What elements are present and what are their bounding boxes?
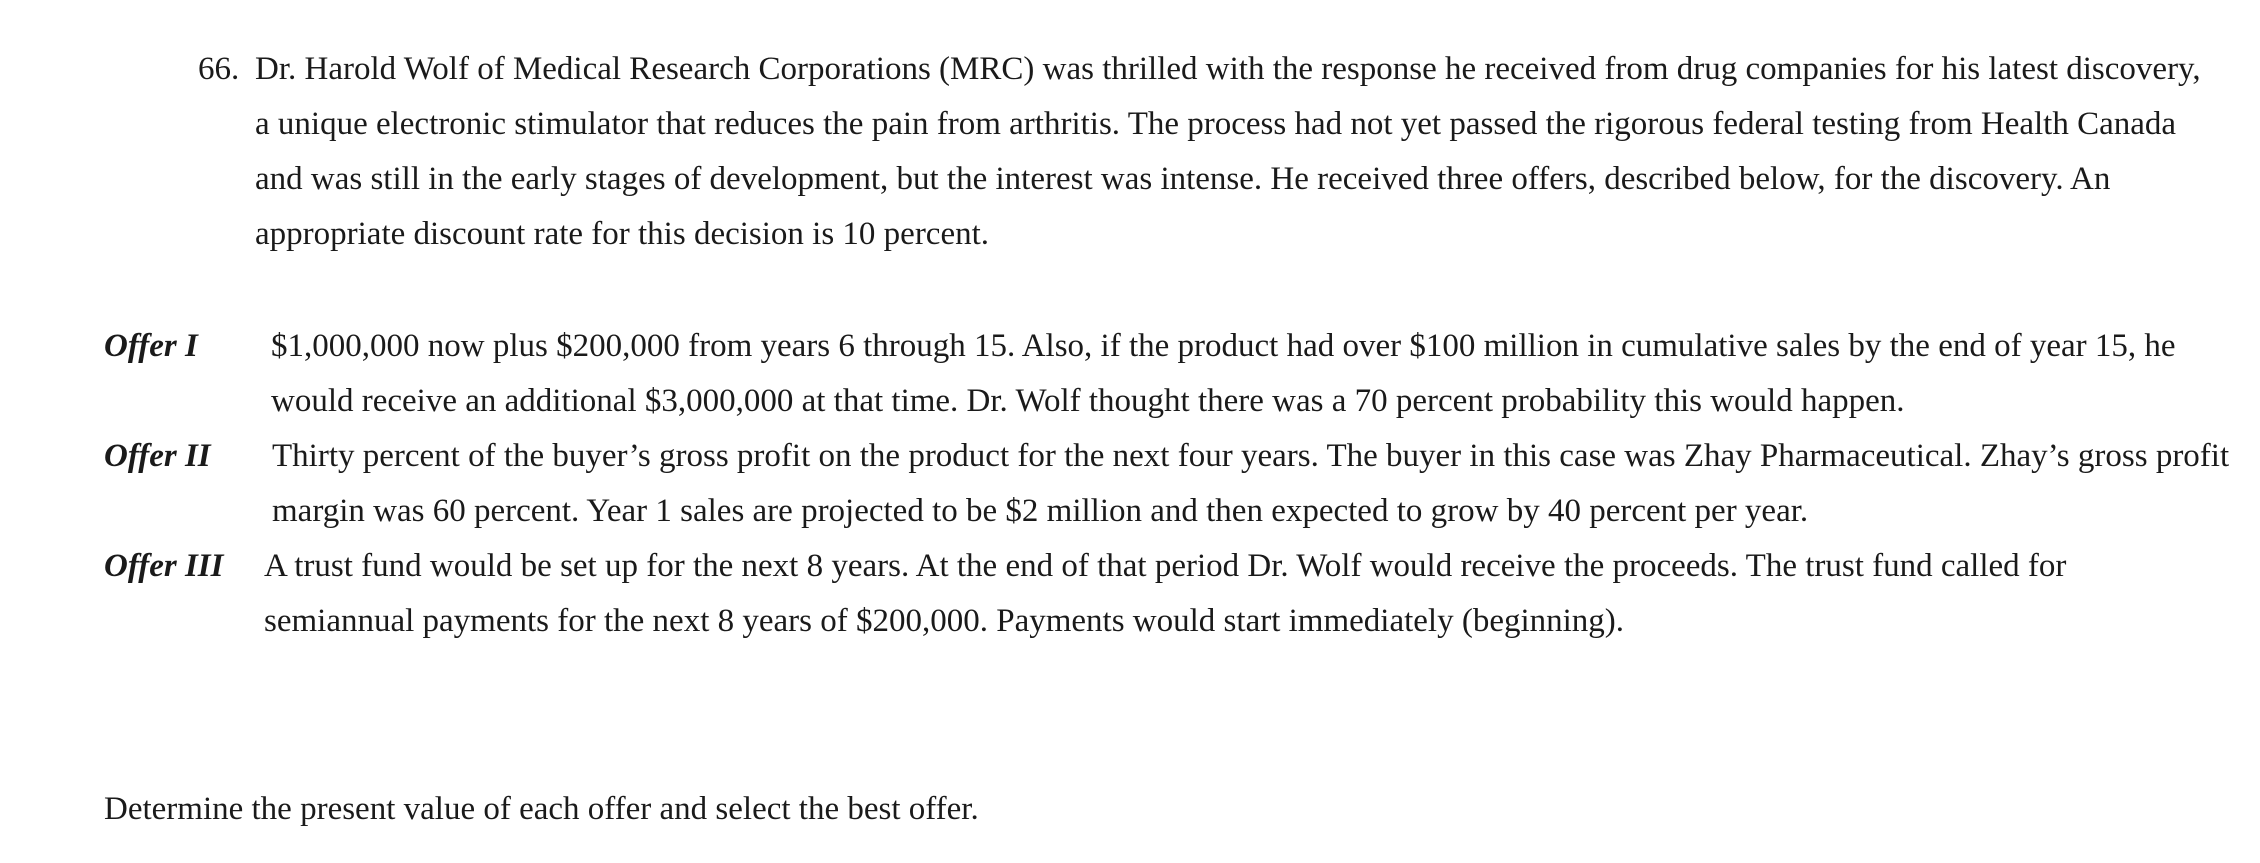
offer-text: A trust fund would be set up for the next 8 years. At the end of that period Dr. Wolf would receive the proceeds. The trust fund called for semiannual payments for the next 8 years of $200,000. Payments would start immediately (beginning). xyxy=(264,548,2067,639)
offer-text: $1,000,000 now plus $200,000 from years 6 through 15. Also, if the product had over $100 million in cumulative sales by the end of year 15, he would receive an additional $3,000,000 at that time. Dr. Wolf thought there was a 70 percent probability this would happen. xyxy=(271,328,2176,419)
problem-statement xyxy=(198,42,2208,262)
offers-list xyxy=(104,319,2234,649)
offer-label: Offer I xyxy=(104,328,198,364)
problem-text: Dr. Harold Wolf of Medical Research Corporations (MRC) was thrilled with the response he received from drug companies for his latest discovery, a unique electronic stimulator that reduces the pain from arthritis. The process had not yet passed the rigorous federal testing from Health Canada and was still in the early stages of development, but the interest was intense. He received three offers, described below, for the discovery. An appropriate discount rate for this decision is 10 percent. xyxy=(255,51,2201,252)
offer-label: Offer II xyxy=(104,438,211,474)
offer-text: Thirty percent of the buyer’s gross profit on the product for the next four years. The buyer in this case was Zhay Pharmaceutical. Zhay’s gross profit margin was 60 percent. Year 1 sales are projected to be $2 million and then expected to grow by 40 percent per year. xyxy=(272,438,2230,529)
question-prompt: Determine the present value of each offer and select the best offer. xyxy=(104,791,979,827)
offer-item-1 xyxy=(104,319,2234,429)
offer-item-2 xyxy=(104,429,2234,539)
offer-label: Offer III xyxy=(104,548,224,584)
problem-number: 66. xyxy=(198,51,240,87)
offer-item-3 xyxy=(104,539,2234,649)
